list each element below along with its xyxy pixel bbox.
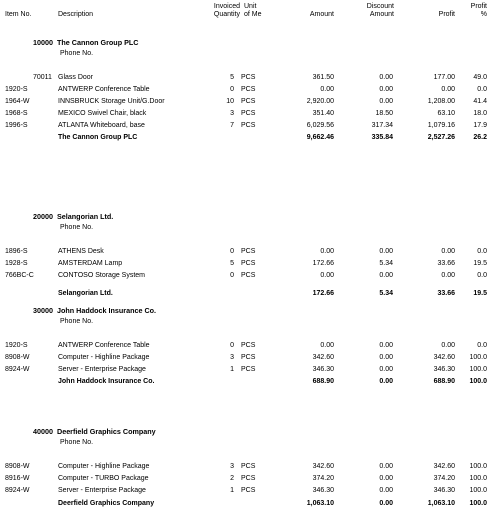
table-row (0, 98, 500, 108)
table-row (0, 86, 500, 96)
profit: 1,208.00 (427, 98, 455, 105)
amount: 342.60 (312, 354, 334, 361)
item-description: ANTWERP Conference Table (58, 86, 150, 93)
total-label: Selangorian Ltd. (58, 290, 113, 297)
profit-pct: 49.0 (473, 74, 487, 81)
customer-name: John Haddock Insurance Co. (57, 306, 157, 315)
total-profit-pct: 100.0 (469, 500, 487, 507)
profit: 346.30 (433, 366, 455, 373)
profit-pct: 0.0 (477, 272, 487, 279)
profit: 0.00 (441, 342, 455, 349)
total-profit: 2,527.26 (427, 134, 455, 141)
profit-pct: 19.5 (473, 260, 487, 267)
invoiced-quantity: 0 (230, 342, 234, 349)
discount-amount: 0.00 (379, 248, 393, 255)
total-profit: 1,063.10 (427, 500, 455, 507)
col-header-description: Description (58, 11, 94, 18)
profit-pct: 100.0 (469, 487, 487, 494)
unit-of-measure: PCS (241, 272, 256, 279)
col-header-profit: Profit (438, 11, 455, 18)
item-no: 1920-S (5, 342, 28, 349)
customer-header (33, 427, 156, 436)
discount-amount: 0.00 (379, 354, 393, 361)
item-no: 1996-S (5, 122, 28, 129)
unit-of-measure: PCS (241, 260, 256, 267)
col-header-amount: Amount (309, 11, 334, 18)
profit: 63.10 (437, 110, 455, 117)
item-description: Glass Door (58, 74, 94, 81)
amount: 346.30 (312, 487, 334, 494)
table-row (0, 122, 500, 132)
table-row (0, 74, 500, 84)
unit-of-measure: PCS (241, 98, 256, 105)
profit-pct: 0.0 (477, 248, 487, 255)
invoiced-quantity: 0 (230, 86, 234, 93)
item-no: 1928-S (5, 260, 28, 267)
customer-total-row (0, 378, 500, 388)
item-no: 8908-W (5, 354, 30, 361)
customer-no: 20000 (33, 212, 53, 221)
invoiced-quantity: 0 (230, 248, 234, 255)
total-amount: 688.90 (312, 378, 334, 385)
customer-name: Selangorian Ltd. (57, 212, 114, 221)
amount: 172.66 (312, 260, 334, 267)
item-no: 70011 (33, 74, 52, 81)
item-no: 8916-W (5, 475, 30, 482)
item-no: 766BC-C (5, 272, 34, 279)
profit-pct: 100.0 (469, 475, 487, 482)
invoiced-quantity: 1 (230, 366, 234, 373)
customer-total-row (0, 290, 500, 300)
phone-label: Phone No. (60, 224, 94, 231)
unit-of-measure: PCS (241, 342, 256, 349)
amount: 342.60 (312, 463, 334, 470)
col-header-discount-amount: Discount Amount (366, 3, 394, 18)
total-amount: 9,662.46 (306, 134, 334, 141)
discount-amount: 0.00 (379, 86, 393, 93)
customer-header (33, 306, 156, 315)
total-label: The Cannon Group PLC (58, 134, 138, 141)
amount: 2,920.00 (306, 98, 334, 105)
customer-total-row (0, 134, 500, 144)
unit-of-measure: PCS (241, 122, 256, 129)
profit: 342.60 (433, 354, 455, 361)
profit-pct: 17.9 (473, 122, 487, 129)
item-description: Server - Enterprise Package (58, 487, 146, 494)
profit-pct: 18.0 (473, 110, 487, 117)
profit: 1,079.16 (427, 122, 455, 129)
table-row (0, 260, 500, 270)
unit-of-measure: PCS (241, 366, 256, 373)
total-label: Deerfield Graphics Company (58, 500, 155, 507)
amount: 6,029.56 (306, 122, 334, 129)
item-no: 8924-W (5, 366, 30, 373)
profit-pct: 0.0 (477, 86, 487, 93)
amount: 0.00 (320, 86, 334, 93)
profit-pct: 0.0 (477, 342, 487, 349)
table-row (0, 342, 500, 352)
table-row (0, 248, 500, 258)
col-header-invoiced-quantity: Invoiced Quantity (213, 3, 240, 18)
item-description: Computer - Highline Package (58, 354, 150, 361)
table-row (0, 110, 500, 120)
total-profit-pct: 100.0 (469, 378, 487, 385)
item-description: Computer - Highline Package (58, 463, 150, 470)
customer-total-row (0, 500, 500, 510)
invoiced-quantity: 1 (230, 487, 234, 494)
item-no: 8908-W (5, 463, 30, 470)
amount: 351.40 (312, 110, 334, 117)
amount: 0.00 (320, 248, 334, 255)
table-row (0, 487, 500, 497)
profit-pct: 41.4 (473, 98, 487, 105)
amount: 361.50 (312, 74, 334, 81)
phone-label: Phone No. (60, 439, 94, 446)
discount-amount: 5.34 (379, 260, 393, 267)
total-discount: 5.34 (379, 290, 393, 297)
unit-of-measure: PCS (241, 463, 256, 470)
item-description: ANTWERP Conference Table (58, 342, 150, 349)
total-amount: 172.66 (312, 290, 334, 297)
phone-label: Phone No. (60, 50, 94, 57)
discount-amount: 0.00 (379, 463, 393, 470)
item-description: MEXICO Swivel Chair, black (58, 110, 147, 117)
amount: 0.00 (320, 272, 334, 279)
invoiced-quantity: 3 (230, 110, 234, 117)
invoiced-quantity: 2 (230, 475, 234, 482)
customer-no: 10000 (33, 38, 53, 47)
unit-of-measure: PCS (241, 110, 256, 117)
profit: 342.60 (433, 463, 455, 470)
amount: 346.30 (312, 366, 334, 373)
total-profit-pct: 26.2 (473, 134, 487, 141)
discount-amount: 0.00 (379, 74, 393, 81)
total-amount: 1,063.10 (306, 500, 334, 507)
item-description: INNSBRUCK Storage Unit/G.Door (58, 98, 165, 105)
total-discount: 335.84 (371, 134, 393, 141)
profit: 0.00 (441, 86, 455, 93)
amount: 0.00 (320, 342, 334, 349)
profit-pct: 100.0 (469, 463, 487, 470)
total-profit: 688.90 (433, 378, 455, 385)
col-header-unit: Unit of Me (244, 3, 262, 18)
discount-amount: 0.00 (379, 366, 393, 373)
item-description: ATHENS Desk (58, 248, 104, 255)
discount-amount: 0.00 (379, 475, 393, 482)
invoiced-quantity: 3 (230, 354, 234, 361)
invoiced-quantity: 0 (230, 272, 234, 279)
customer-name: The Cannon Group PLC (57, 38, 139, 47)
unit-of-measure: PCS (241, 354, 256, 361)
unit-of-measure: PCS (241, 475, 256, 482)
total-profit: 33.66 (437, 290, 455, 297)
item-no: 8924-W (5, 487, 30, 494)
invoiced-quantity: 5 (230, 74, 234, 81)
invoiced-quantity: 10 (226, 98, 234, 105)
table-row (0, 463, 500, 473)
customer-header (33, 38, 138, 47)
total-discount: 0.00 (379, 378, 393, 385)
discount-amount: 0.00 (379, 342, 393, 349)
unit-of-measure: PCS (241, 74, 256, 81)
customer-name: Deerfield Graphics Company (57, 427, 156, 436)
profit: 0.00 (441, 248, 455, 255)
table-row (0, 366, 500, 376)
profit-pct: 100.0 (469, 366, 487, 373)
discount-amount: 0.00 (379, 272, 393, 279)
item-description: Server - Enterprise Package (58, 366, 146, 373)
customer-no: 40000 (33, 427, 53, 436)
item-description: Computer - TURBO Package (58, 475, 149, 482)
discount-amount: 18.50 (375, 110, 393, 117)
table-row (0, 354, 500, 364)
item-no: 1964-W (5, 98, 30, 105)
profit: 374.20 (433, 475, 455, 482)
item-no: 1920-S (5, 86, 28, 93)
table-row (0, 272, 500, 282)
item-no: 1896-S (5, 248, 28, 255)
discount-amount: 317.34 (371, 122, 393, 129)
item-no: 1968-S (5, 110, 28, 117)
col-header-profit-pct: Profit % (470, 3, 487, 18)
customer-no: 30000 (33, 306, 53, 315)
total-profit-pct: 19.5 (473, 290, 487, 297)
profit: 33.66 (437, 260, 455, 267)
profit: 0.00 (441, 272, 455, 279)
total-label: John Haddock Insurance Co. (58, 378, 155, 385)
invoiced-quantity: 7 (230, 122, 234, 129)
discount-amount: 0.00 (379, 487, 393, 494)
profit: 177.00 (433, 74, 455, 81)
discount-amount: 0.00 (379, 98, 393, 105)
amount: 374.20 (312, 475, 334, 482)
table-row (0, 475, 500, 485)
profit-pct: 100.0 (469, 354, 487, 361)
invoiced-quantity: 3 (230, 463, 234, 470)
unit-of-measure: PCS (241, 487, 256, 494)
item-description: ATLANTA Whiteboard, base (58, 122, 145, 129)
invoiced-quantity: 5 (230, 260, 234, 267)
item-description: CONTOSO Storage System (58, 272, 146, 279)
customer-header (33, 212, 113, 221)
unit-of-measure: PCS (241, 248, 256, 255)
total-discount: 0.00 (379, 500, 393, 507)
unit-of-measure: PCS (241, 86, 256, 93)
profit: 346.30 (433, 487, 455, 494)
item-description: AMSTERDAM Lamp (58, 260, 123, 267)
col-header-item-no: Item No. (5, 11, 32, 18)
phone-label: Phone No. (60, 318, 94, 325)
